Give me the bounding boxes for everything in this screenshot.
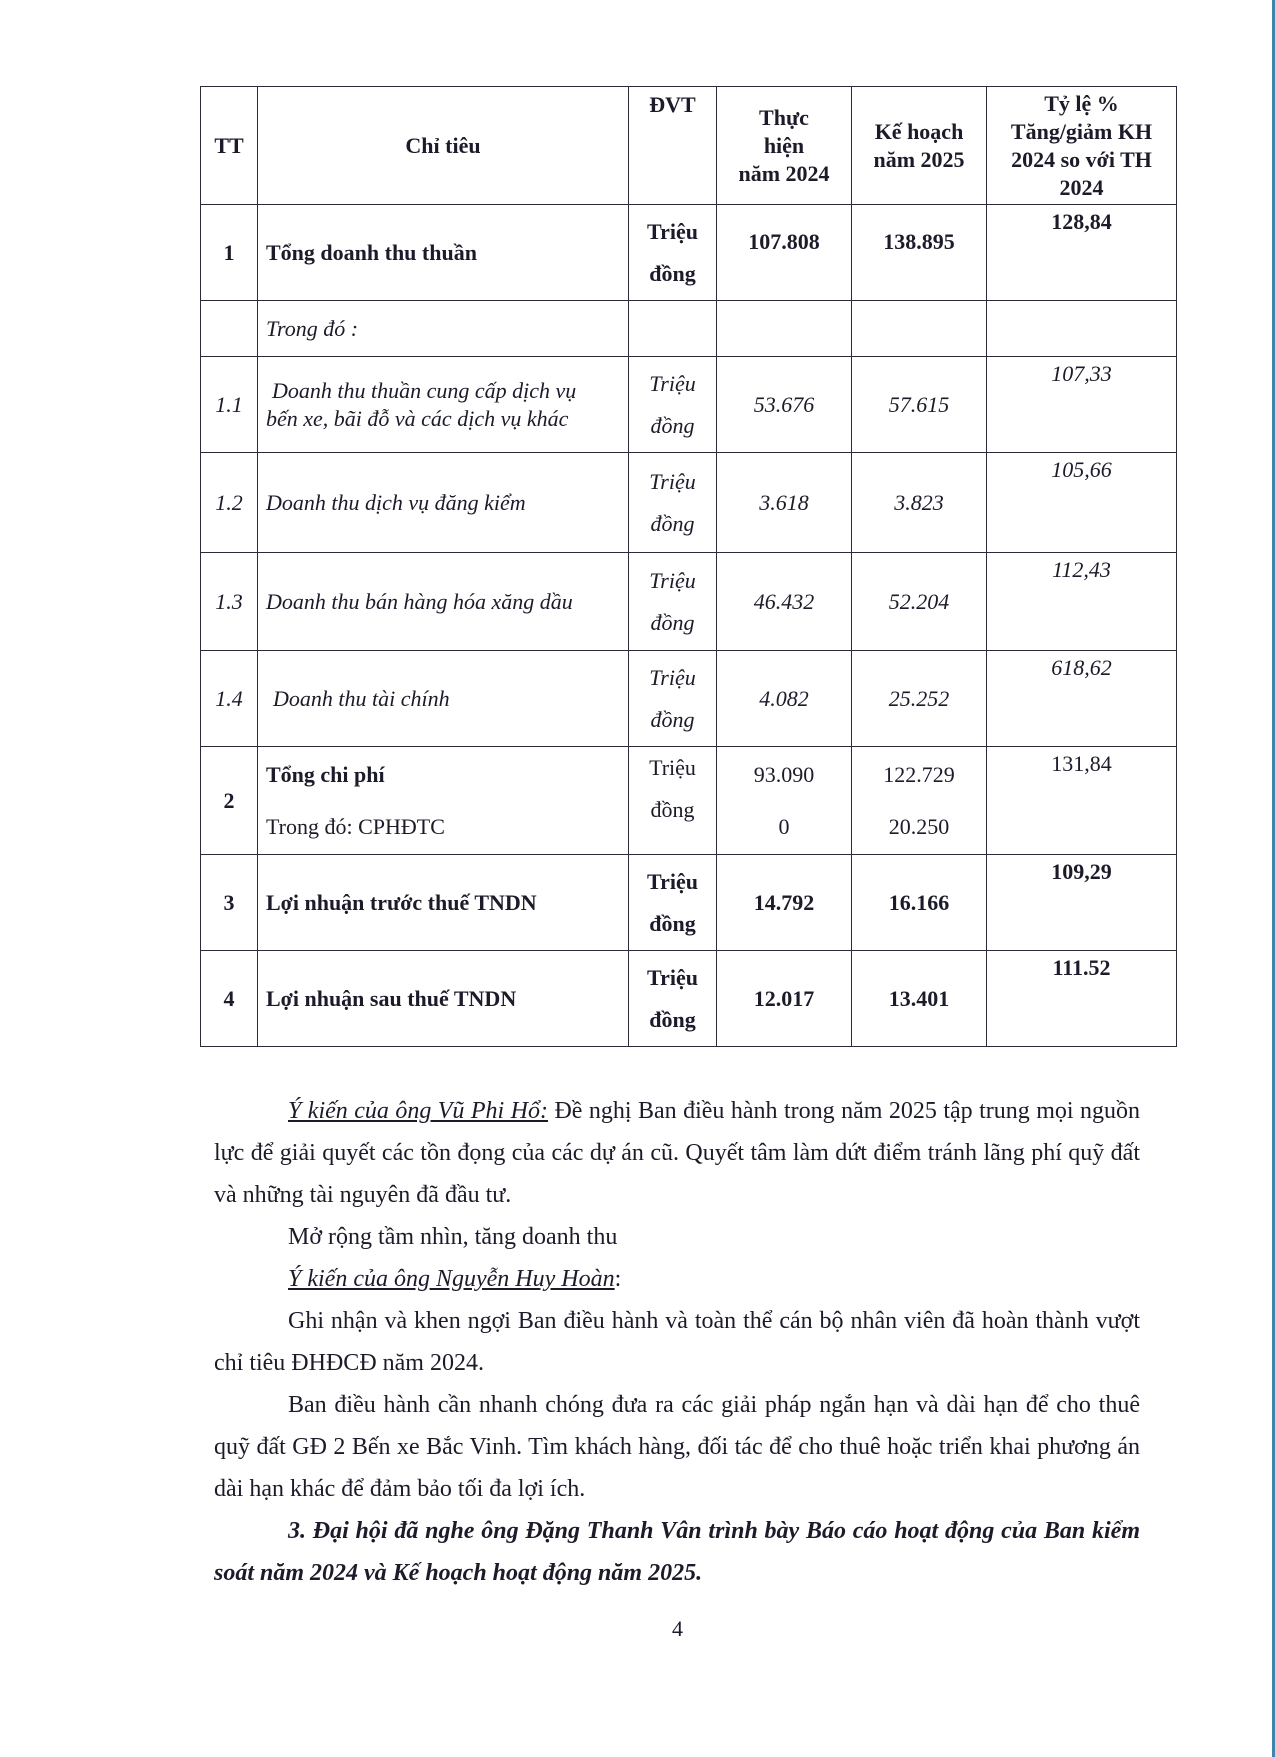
header-tt: TT: [201, 87, 258, 205]
paragraph-vision: Mở rộng tầm nhìn, tăng doanh thu: [288, 1224, 618, 1250]
table-row: 1.2 Doanh thu dịch vụ đăng kiểm Triệu đồng 3.618 3.823 105,66: [201, 453, 1177, 553]
table-row: 2 Tổng chi phí Trong đó: CPHĐTC Triệu đồng 93.090 0 122.729 20.250 131,84: [201, 747, 1177, 855]
table-row: 1.3 Doanh thu bán hàng hóa xăng dầu Triệu đồng 46.432 52.204 112,43: [201, 553, 1177, 651]
table-header-row: [201, 87, 1177, 205]
table-row: 4 Lợi nhuận sau thuế TNDN Triệu đồng 12.017 13.401 111.52: [201, 951, 1177, 1047]
paragraph-section-3: 3. Đại hội đã nghe ông Đặng Thanh Vân trình bày Báo cáo hoạt động của Ban kiểm soát năm 2024 và Kế hoạch hoạt động năm 2025.: [214, 1518, 1140, 1586]
page-number: 4: [672, 1616, 683, 1641]
table-row: 1 Tổng doanh thu thuần Triệu đồng 107.808 138.895 128,84: [201, 205, 1177, 301]
header-plan-2025: Kế hoạch năm 2025: [852, 87, 987, 205]
paragraph-opinion-1: Ý kiến của ông Vũ Phi Hổ: Đề nghị Ban điều hành trong năm 2025 tập trung mọi nguồn lực để giải quyết các tồn đọng của các dự án cũ. Quyết tâm làm dứt điểm tránh lãng phí quỹ đất và những tài nguyên đã đầu tư.: [214, 1098, 1140, 1208]
table-row: Trong đó :: [201, 301, 1177, 357]
business-plan-table: [200, 86, 1177, 1047]
header-indicator: Chỉ tiêu: [258, 87, 629, 205]
header-actual-2024: Thực hiện năm 2024: [717, 87, 852, 205]
table-row: 3 Lợi nhuận trước thuế TNDN Triệu đồng 14.792 16.166 109,29: [201, 855, 1177, 951]
header-ratio: Tỷ lệ % Tăng/giảm KH 2024 so với TH 2024: [987, 87, 1177, 205]
body-text: [214, 1090, 1140, 1594]
table-row: 1.4 Doanh thu tài chính Triệu đồng 4.082 25.252 618,62: [201, 651, 1177, 747]
table-row: 1.1 Doanh thu thuần cung cấp dịch vụ bến xe, bãi đỗ và các dịch vụ khác Triệu đồng 53.676 57.615 107,33: [201, 357, 1177, 453]
header-unit: ĐVT: [629, 87, 717, 205]
paragraph-praise: Ghi nhận và khen ngợi Ban điều hành và toàn thể cán bộ nhân viên đã hoàn thành vượt chỉ tiêu ĐHĐCĐ năm 2024.: [214, 1308, 1140, 1376]
paragraph-solutions: Ban điều hành cần nhanh chóng đưa ra các giải pháp ngắn hạn và dài hạn để cho thuê quỹ đất GĐ 2 Bến xe Bắc Vinh. Tìm khách hàng, đối tác để cho thuê hoặc triển khai phương án dài hạn khác để đảm bảo tối đa lợi ích.: [214, 1392, 1140, 1502]
paragraph-opinion-2-heading: Ý kiến của ông Nguyễn Huy Hoàn:: [288, 1266, 622, 1292]
